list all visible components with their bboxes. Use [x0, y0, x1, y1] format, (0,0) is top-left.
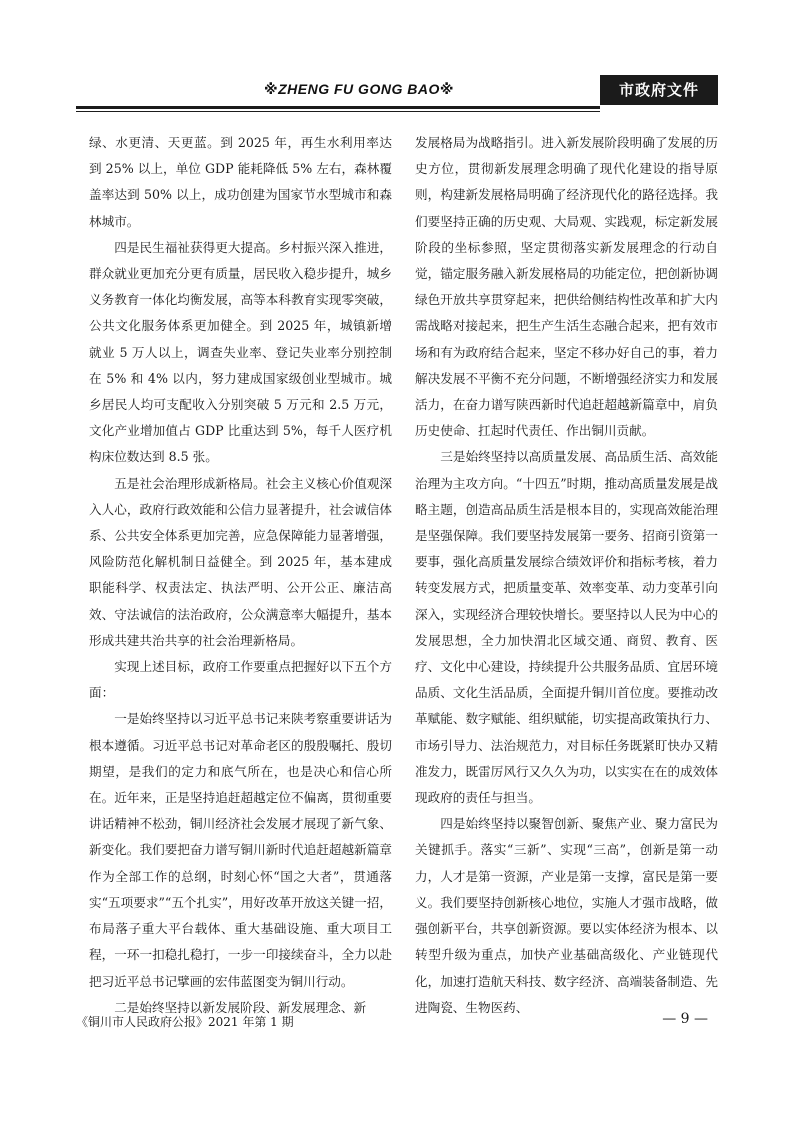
header-title: ※ZHENG FU GONG BAO※: [264, 81, 454, 97]
section-label: 市政府文件: [600, 75, 718, 105]
paragraph: 五是社会治理形成新格局。社会主义核心价值观深入人心，政府行政效能和公信力显著提升，社会诚信体系、公共安全体系更加完善，应急保障能力显著增强，风险防范化解机制日益健全。到 2025 年，基本建成职能科学、权责法定、执法严明、公开公正、廉洁高效、守法诚信的法治政府，公众满意率大幅提升，基本形成共建共治共享的社会治理新格局。: [89, 475, 392, 648]
paragraph: 二是始终坚持以新发展阶段、新发展理念、新: [114, 999, 367, 1015]
paragraph: 四是始终坚持以聚智创新、聚焦产业、聚力富民为关键抓手。落实“三新”、实现“三高”，创新是第一动力，人才是第一资源，产业是第一支撑，富民是第一要义。我们要坚持创新核心地位，实施人才强市战略，做强创新平台，共享创新资源。要以实体经济为根本、以转型升级为重点，加快产业基础高级化、产业链现代化，加速打造航天科技、数字经济、高端装备制造、先进陶瓷、生物医药、: [415, 816, 718, 1015]
publication-name: 《铜川市人民政府公报》2021 年第 1 期: [76, 1015, 294, 1029]
page-number: — 9 —: [662, 1011, 708, 1027]
header-rule-thin: [76, 111, 600, 112]
page-footer: [76, 1013, 718, 1033]
page-header: [76, 77, 718, 105]
paragraph: 三是始终坚持以高质量发展、高品质生活、高效能治理为主攻方向。“十四五”时期，推动高质量发展是战略主题，创造高品质生活是根本目的，实现高效能治理是坚强保障。我们要坚持发展第一要务、招商引资第一要事，强化高质量发展综合绩效评价和指标考核，着力转变发展方式，把质量变革、效率变革、动力变革引向深入，实现经济合理较快增长。要坚持以人民为中心的发展思想，全力加快渭北区域交通、商贸、教育、医疗、文化中心建设，持续提升公共服务品质、宜居环境品质、文化生活品质，全面提升铜川首位度。要推动改革赋能、数字赋能、组织赋能，切实提高政策执行力、市场引导力、法治规范力，对目标任务既紧盯快办又精准发力，既雷厉风行又久久为功，以实实在在的成效体现政府的责任与担当。: [415, 449, 718, 806]
paragraph: 一是始终坚持以习近平总书记来陕考察重要讲话为根本遵循。习近平总书记对革命老区的殷殷嘱托、殷切期望，是我们的定力和底气所在，也是决心和信心所在。近年来，正是坚持追赶超越定位不偏离，贯彻重要讲话精神不松劲，铜川经济社会发展才展现了新气象、新变化。我们要把奋力谱写铜川新时代追赶超越新篇章作为全部工作的总纲，时刻心怀“国之大者”，贯通落实“五项要求”“五个扎实”，用好改革开放这关键一招，布局落子重大平台载体、重大基础设施、重大项目工程，一环一扣稳扎稳打，一步一印接续奋斗，全力以赴把习近平总书记擘画的宏伟蓝图变为铜川行动。: [89, 711, 392, 989]
left-column: [89, 130, 392, 1021]
header-rule-thick: [76, 106, 600, 109]
paragraph: 发展格局为战略指引。进入新发展阶段明确了发展的历史方位，贯彻新发展理念明确了现代化建设的指导原则，构建新发展格局明确了经济现代化的路径选择。我们要坚持正确的历史观、大局观、实践观，标定新发展阶段的坐标参照，坚定贯彻落实新发展理念的行动自觉，锚定服务融入新发展格局的功能定位，把创新协调绿色开放共享贯穿起来，把供给侧结构性改革和扩大内需战略对接起来，把生产生活生态融合起来，把有效市场和有为政府结合起来，坚定不移办好自己的事，着力解决发展不平衡不充分问题，不断增强经济实力和发展活力，在奋力谱写陕西新时代追赶超越新篇章中，肩负历史使命、扛起时代责任、作出铜川贡献。: [415, 135, 718, 439]
paragraph: 四是民生福祉获得更大提高。乡村振兴深入推进，群众就业更加充分更有质量，居民收入稳步提升，城乡义务教育一体化均衡发展，高等本科教育实现零突破，公共文化服务体系更加健全。到 2025 年，城镇新增就业 5 万人以上，调查失业率、登记失业率分别控制在 5% 和 4% 以内，努力建成国家级创业型城市。城乡居民人均可支配收入分别突破 5 万元和 2.5 万元，文化产业增加值占 GDP 比重达到 5%，每千人医疗机构床位数达到 8.5 张。: [89, 239, 392, 465]
paragraph: 绿、水更清、天更蓝。到 2025 年，再生水利用率达到 25% 以上，单位 GDP 能耗降低 5% 左右，森林覆盖率达到 50% 以上，成功创建为国家节水型城市和森林城市。: [89, 135, 392, 229]
paragraph: 实现上述目标，政府工作要重点把握好以下五个方面：: [89, 659, 392, 701]
right-column: [415, 130, 718, 1021]
